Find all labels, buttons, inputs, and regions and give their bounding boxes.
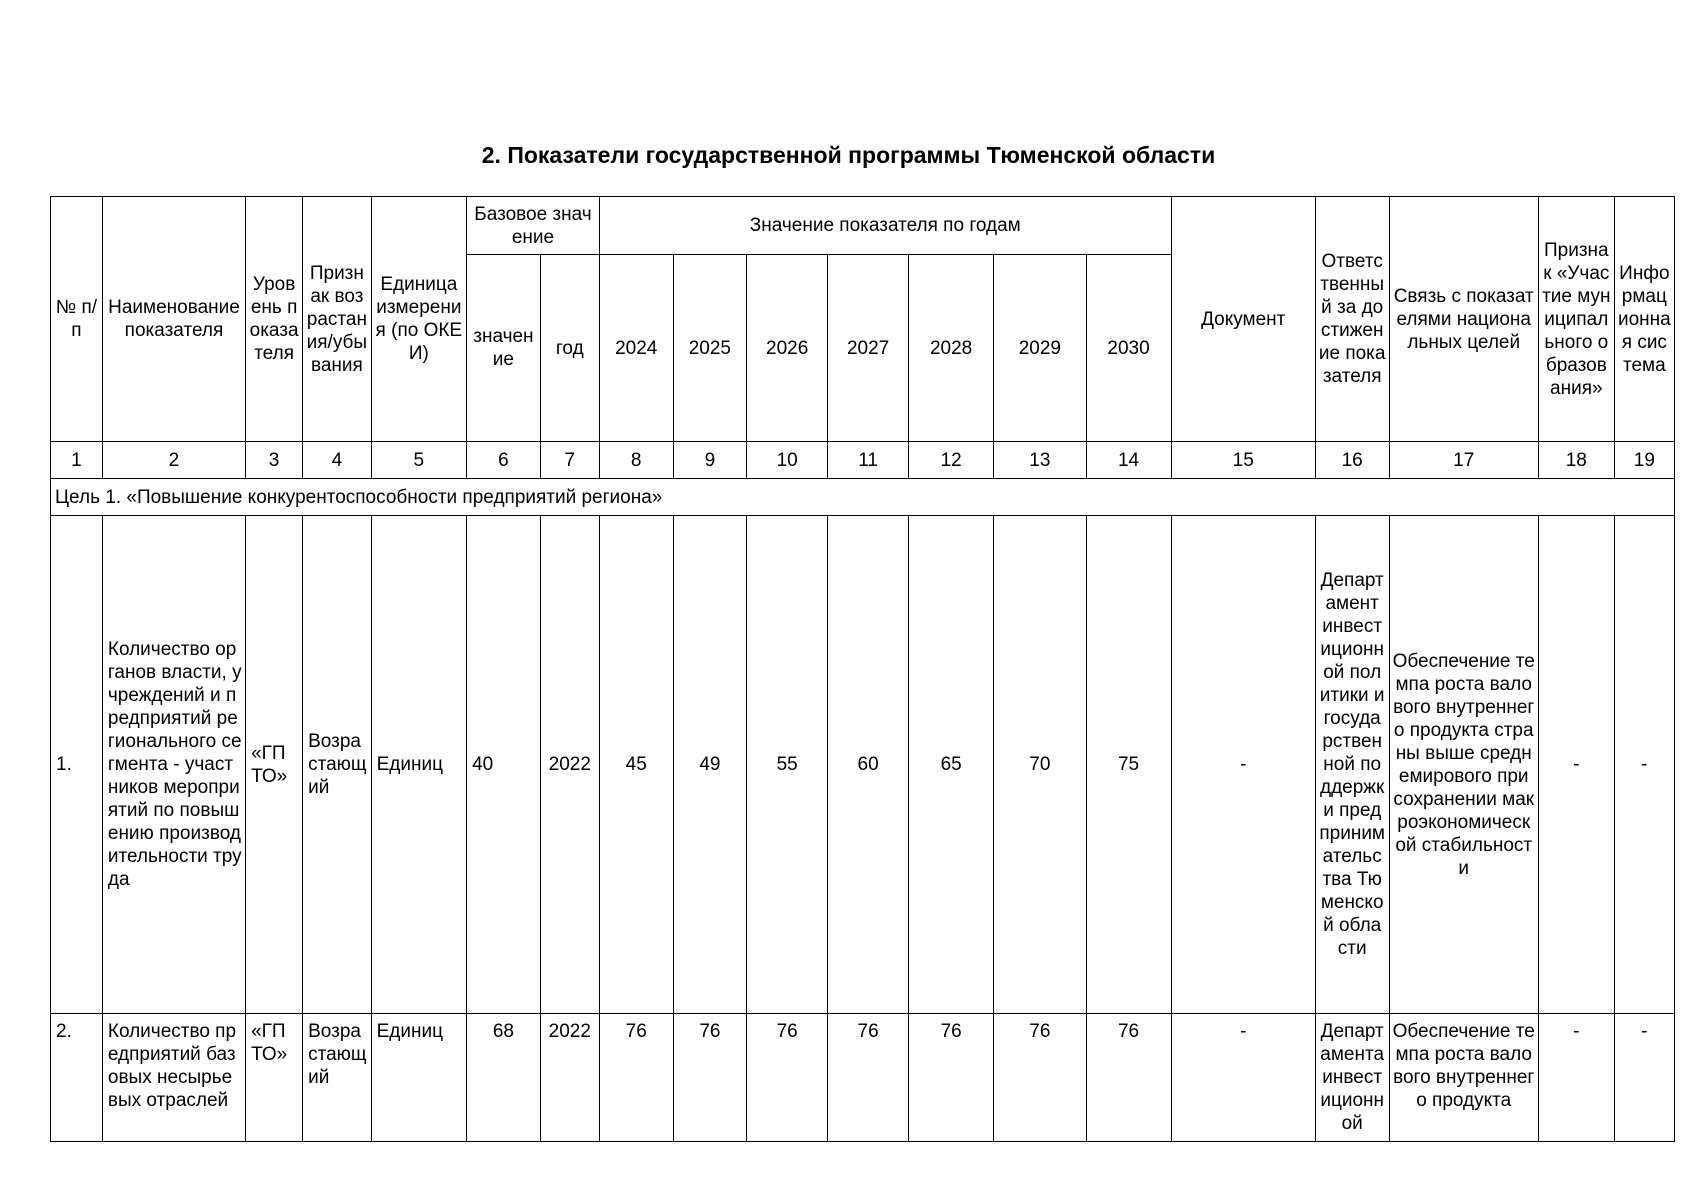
column-number: 10 bbox=[747, 442, 828, 479]
row-value: 60 bbox=[828, 516, 909, 1014]
row-value: 76 bbox=[673, 1014, 747, 1142]
table-row bbox=[51, 1014, 1675, 1142]
row-responsible: Департамент инвестиционной политики и государственной поддержки предпринимательства Тюменской области bbox=[1315, 516, 1389, 1014]
header-name: Наименование показателя bbox=[102, 197, 245, 442]
row-level: «ГП ТО» bbox=[246, 516, 303, 1014]
row-municipal: - bbox=[1538, 516, 1614, 1014]
header-by-years: Значение показателя по годам bbox=[599, 197, 1171, 255]
column-number: 17 bbox=[1389, 442, 1538, 479]
row-name: Количество органов власти, учреждений и предприятий регионального сегмента - участников мероприятий по повышению производительности труда bbox=[102, 516, 245, 1014]
row-sign: Возрастающий bbox=[303, 516, 371, 1014]
row-base-value: 68 bbox=[467, 1014, 541, 1142]
row-level: «ГП ТО» bbox=[246, 1014, 303, 1142]
column-number: 13 bbox=[994, 442, 1086, 479]
row-value: 70 bbox=[994, 516, 1086, 1014]
row-unit: Единиц bbox=[371, 516, 466, 1014]
row-document: - bbox=[1171, 516, 1315, 1014]
header-level: Уровень показателя bbox=[246, 197, 303, 442]
row-link: Обеспечение темпа роста валового внутреннего продукта bbox=[1389, 1014, 1538, 1142]
header-year: 2026 bbox=[747, 255, 828, 442]
row-value: 55 bbox=[747, 516, 828, 1014]
header-document: Документ bbox=[1171, 197, 1315, 442]
row-value: 75 bbox=[1086, 516, 1171, 1014]
row-sign: Возрастающий bbox=[303, 1014, 371, 1142]
header-row-1 bbox=[51, 197, 1675, 255]
header-responsible: Ответственный за достижение показателя bbox=[1315, 197, 1389, 442]
row-num: 1. bbox=[51, 516, 103, 1014]
row-name: Количество предприятий базовых несырьевых отраслей bbox=[102, 1014, 245, 1142]
goal-row bbox=[51, 479, 1675, 516]
column-number: 4 bbox=[303, 442, 371, 479]
column-number: 2 bbox=[102, 442, 245, 479]
column-number: 12 bbox=[909, 442, 994, 479]
row-value: 76 bbox=[828, 1014, 909, 1142]
column-number: 8 bbox=[599, 442, 673, 479]
row-value: 76 bbox=[599, 1014, 673, 1142]
header-num: № п/п bbox=[51, 197, 103, 442]
row-value: 65 bbox=[909, 516, 994, 1014]
row-base-year: 2022 bbox=[540, 516, 599, 1014]
row-info-system: - bbox=[1614, 1014, 1674, 1142]
goal-text: Цель 1. «Повышение конкурентоспособности предприятий региона» bbox=[51, 479, 1675, 516]
column-number: 18 bbox=[1538, 442, 1614, 479]
column-number: 16 bbox=[1315, 442, 1389, 479]
row-value: 45 bbox=[599, 516, 673, 1014]
row-value: 49 bbox=[673, 516, 747, 1014]
row-info-system: - bbox=[1614, 516, 1674, 1014]
row-link: Обеспечение темпа роста валового внутреннего продукта страны выше среднемирового при сохранении макроэкономической стабильности bbox=[1389, 516, 1538, 1014]
header-base-year: год bbox=[540, 255, 599, 442]
header-sign: Признак возрастания/убывания bbox=[303, 197, 371, 442]
row-value: 76 bbox=[994, 1014, 1086, 1142]
row-unit: Единиц bbox=[371, 1014, 466, 1142]
row-value: 76 bbox=[1086, 1014, 1171, 1142]
table-row bbox=[51, 516, 1675, 1014]
column-number: 6 bbox=[467, 442, 541, 479]
header-base: Базовое значение bbox=[467, 197, 600, 255]
header-unit: Единица измерения (по ОКЕИ) bbox=[371, 197, 466, 442]
header-year: 2027 bbox=[828, 255, 909, 442]
header-municipal: Признак «Участие муниципального образования» bbox=[1538, 197, 1614, 442]
column-number: 1 bbox=[51, 442, 103, 479]
column-numbers-row bbox=[51, 442, 1675, 479]
header-base-value: значение bbox=[467, 255, 541, 442]
column-number: 11 bbox=[828, 442, 909, 479]
row-num: 2. bbox=[51, 1014, 103, 1142]
column-number: 15 bbox=[1171, 442, 1315, 479]
row-responsible: Департамента инвестиционной bbox=[1315, 1014, 1389, 1142]
row-municipal: - bbox=[1538, 1014, 1614, 1142]
column-number: 7 bbox=[540, 442, 599, 479]
column-number: 3 bbox=[246, 442, 303, 479]
header-link: Связь с показателями национальных целей bbox=[1389, 197, 1538, 442]
row-base-value: 40 bbox=[467, 516, 541, 1014]
header-year: 2025 bbox=[673, 255, 747, 442]
column-number: 19 bbox=[1614, 442, 1674, 479]
row-document: - bbox=[1171, 1014, 1315, 1142]
header-year: 2029 bbox=[994, 255, 1086, 442]
column-number: 14 bbox=[1086, 442, 1171, 479]
row-value: 76 bbox=[909, 1014, 994, 1142]
header-info-system: Информационная система bbox=[1614, 197, 1674, 442]
row-value: 76 bbox=[747, 1014, 828, 1142]
row-base-year: 2022 bbox=[540, 1014, 599, 1142]
header-year: 2024 bbox=[599, 255, 673, 442]
column-number: 5 bbox=[371, 442, 466, 479]
header-year: 2028 bbox=[909, 255, 994, 442]
indicators-table bbox=[50, 196, 1675, 1142]
page-title: 2. Показатели государственной программы Тюменской области bbox=[481, 142, 1216, 168]
header-year: 2030 bbox=[1086, 255, 1171, 442]
column-number: 9 bbox=[673, 442, 747, 479]
